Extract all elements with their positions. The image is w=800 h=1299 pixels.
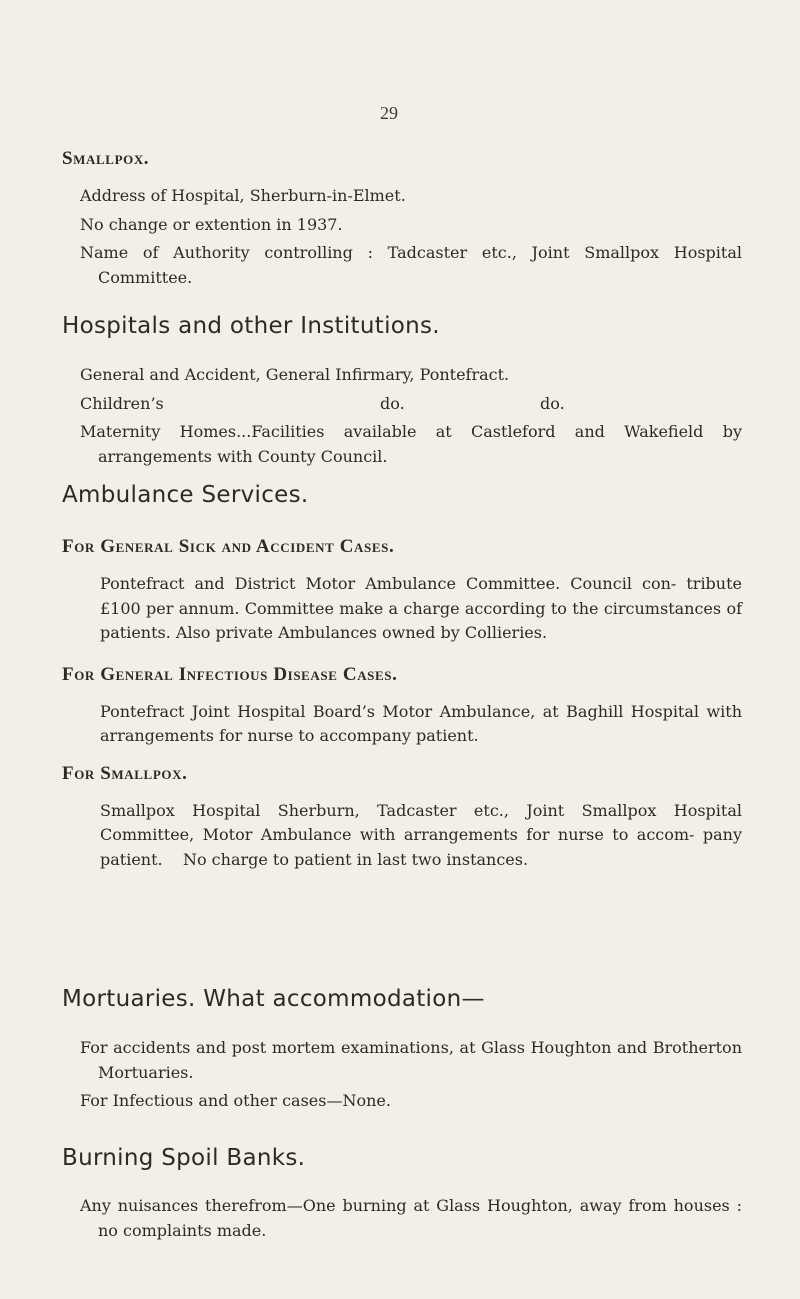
ambulance-smallpox-text: Smallpox Hospital Sherburn, Tadcaster etc., Joint Smallpox Hospital Committee, Motor Ambulance with arrangements for nurse to accom- pany patient. No charge to patient in last two instances. [100,800,748,869]
ambulance-body [62,536,748,872]
ambulance-heading: Ambulance Services. [62,482,309,508]
hospitals-children-do-1: do. [380,393,405,413]
spoil-body [62,1194,742,1243]
smallpox-heading: Smallpox. [62,148,150,169]
ambulance-infectious-text: Pontefract Joint Hospital Board’s Motor Ambulance, at Baghill Hospital with arrangements for nurse to accompany patient. [100,701,742,745]
smallpox-body [62,184,742,290]
hospitals-children-label: Children’s [80,393,164,413]
hospitals-children-do-2: do. [540,393,565,413]
ambulance-general-sick-heading: For General Sick and Accident Cases. [62,536,395,557]
smallpox-section [62,148,742,170]
smallpox-address: Address of Hospital, Sherburn-in-Elmet. [80,186,406,205]
ambulance-general-sick-text: Pontefract and District Motor Ambulance Committee. Council con- tribute £100 per annum. Committee make a charge according to the circumstances of patients. Also private Ambulances owned by Collieries. [100,574,742,642]
ambulance-section [62,482,742,508]
mortuaries-accidents: For accidents and post mortem examinations, at Glass Houghton and Brotherton Mortuaries. [80,1038,742,1082]
ambulance-smallpox-heading: For Smallpox. [62,762,188,784]
mortuaries-body [62,1036,742,1114]
smallpox-change: No change or extention in 1937. [80,214,343,234]
ambulance-infectious-heading: For General Infectious Disease Cases. [62,663,398,685]
mortuaries-section [62,986,742,1012]
spoil-heading: Burning Spoil Banks. [62,1145,306,1171]
hospitals-heading: Hospitals and other Institutions. [62,313,440,339]
hospitals-section [62,313,742,339]
hospitals-children-row [80,392,742,417]
spoil-section [62,1145,742,1171]
smallpox-authority: Name of Authority controlling : Tadcaster etc., Joint Smallpox Hospital Committee. [80,243,742,287]
page-number: 29 [380,103,398,123]
hospitals-general: General and Accident, General Infirmary, Pontefract. [80,365,510,384]
mortuaries-heading: Mortuaries. What accommodation— [62,986,485,1012]
spoil-text: Any nuisances therefrom—One burning at Glass Houghton, away from houses : no complaints made. [80,1196,742,1240]
mortuaries-infectious: For Infectious and other cases—None. [80,1091,391,1110]
hospitals-maternity: Maternity Homes...Facilities available at Castleford and Wakefield by arrangements with County Council. [80,422,742,466]
hospitals-body [62,363,742,469]
